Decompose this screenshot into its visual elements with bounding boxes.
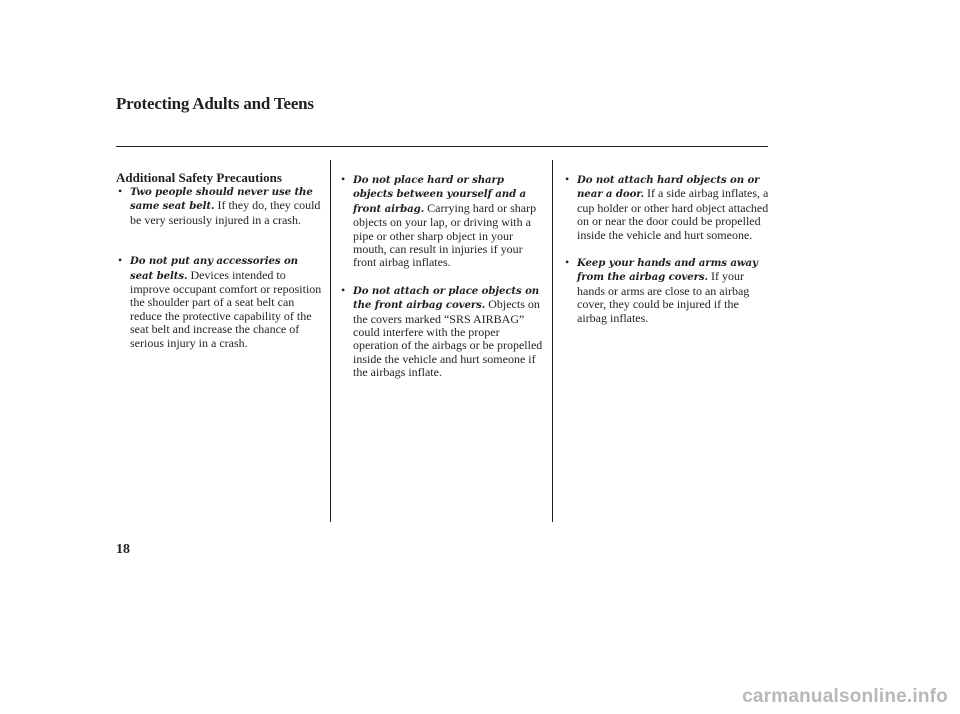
column-divider-2 <box>552 160 553 522</box>
section-heading: Additional Safety Precautions <box>116 170 282 185</box>
item-lead: Do not attach hard objects on or near a door. <box>577 174 760 201</box>
item-lead: Do not attach or place objects on the front airbag covers. <box>353 284 540 312</box>
bullet-icon: • <box>565 172 570 186</box>
item-body: Carrying hard or sharp objects on your lap, or driving with a pipe or other sharp object in your mouth, can result in injuries if your front airbag inflates. <box>353 200 537 270</box>
title-divider <box>116 146 768 147</box>
safety-item <box>118 253 324 350</box>
item-lead: Do not place hard or sharp objects between yourself and a front airbag. <box>353 174 527 215</box>
page-title: Protecting Adults and Teens <box>116 94 314 113</box>
text-column-3 <box>565 172 769 338</box>
bullet-icon: • <box>118 253 123 268</box>
item-body: If your hands or arms are close to an airbag cover, they could be injured if the airbag inflates. <box>577 269 750 325</box>
item-lead: Keep your hands and arms away from the airbag covers. <box>577 257 758 284</box>
bullet-icon: • <box>565 255 570 270</box>
bullet-icon: • <box>341 282 346 297</box>
item-lead: Two people should never use the same seat belt. <box>130 186 313 213</box>
item-body: If a side airbag inflates, a cup holder or other hard object attached on or near the door could be propelled inside the vehicle and hurt someone. <box>577 186 769 242</box>
column-divider-1 <box>330 160 331 522</box>
safety-item <box>565 172 769 242</box>
safety-item <box>565 255 769 325</box>
safety-item <box>341 172 547 270</box>
watermark-text: carmanualsonline.info <box>742 686 948 707</box>
safety-item <box>118 184 324 227</box>
text-column-1 <box>118 184 324 363</box>
item-body: Devices intended to improve occupant comfort or reposition the shoulder part of a seat belt can reduce the protective capability of the seat belt and increase the chance of serious injury in a crash. <box>130 267 322 350</box>
safety-item <box>341 282 547 380</box>
item-body: If they do, they could be very seriously injured in a crash. <box>130 198 321 227</box>
text-column-2 <box>341 172 547 393</box>
bullet-icon: • <box>341 172 346 186</box>
page-number: 18 <box>116 542 130 557</box>
item-lead: Do not put any accessories on seat belts. <box>130 255 298 282</box>
item-body: Objects on the covers marked “SRS AIRBAG” could interfere with the proper operation of the airbags or be propelled inside the vehicle and hurt someone if the airbags inflate. <box>353 297 543 380</box>
bullet-icon: • <box>118 184 123 198</box>
